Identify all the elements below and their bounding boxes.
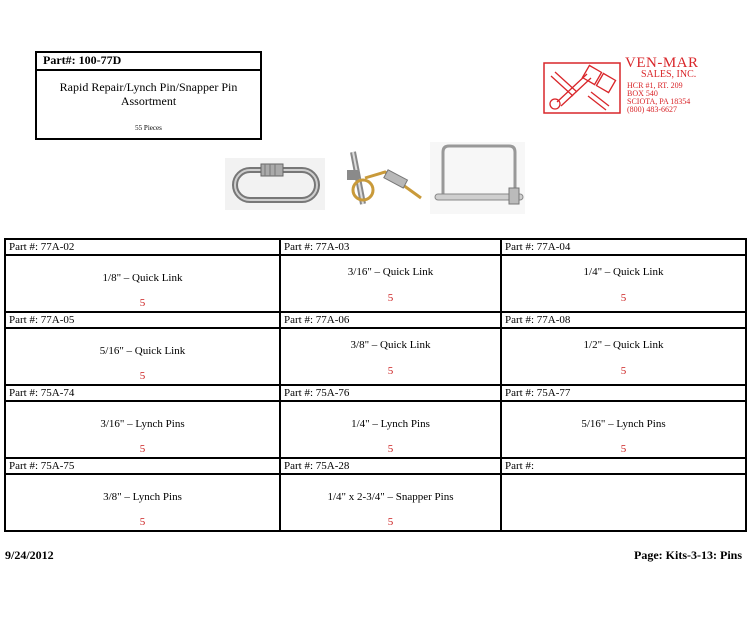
part-description: 3/8" – Quick Link [350, 339, 431, 351]
part-quantity: 5 [387, 443, 394, 455]
part-quantity: 5 [387, 516, 394, 528]
logo-sub: SALES, INC. [641, 69, 697, 80]
product-photos [225, 142, 525, 214]
part-quantity: 5 [139, 297, 146, 309]
part-description: 1/4" x 2-3/4" – Snapper Pins [327, 491, 454, 503]
part-number: Part #: 77A-08 [501, 312, 746, 328]
kit-piece-count: 55 Pieces [135, 124, 162, 132]
part-quantity: 5 [387, 365, 394, 377]
part-cell [280, 255, 501, 312]
part-detail-row [5, 255, 746, 312]
part-description: 5/16" – Quick Link [99, 345, 186, 357]
lynch-pin-image [347, 152, 421, 204]
part-number: Part #: 77A-04 [501, 239, 746, 255]
part-number: Part #: 77A-02 [5, 239, 280, 255]
part-cell [5, 328, 280, 385]
part-number-row [5, 239, 746, 255]
part-description: 1/2" – Quick Link [583, 339, 664, 351]
part-description: 1/4" – Quick Link [583, 266, 664, 278]
part-quantity: 5 [620, 365, 627, 377]
part-cell [280, 328, 501, 385]
part-cell [5, 255, 280, 312]
kit-description: Rapid Repair/Lynch Pin/Snapper Pin Assortment [59, 80, 238, 108]
part-detail-row [5, 474, 746, 531]
part-description: 5/16" – Lynch Pins [581, 418, 666, 430]
part-number-row [5, 458, 746, 474]
part-quantity: 5 [620, 443, 627, 455]
part-detail-row [5, 401, 746, 458]
part-cell [5, 401, 280, 458]
part-number-row [5, 385, 746, 401]
part-number: Part #: [501, 458, 746, 474]
part-cell [280, 474, 501, 531]
part-number: Part #: 75A-76 [280, 385, 501, 401]
part-description: 3/16" – Lynch Pins [100, 418, 185, 430]
part-quantity: 5 [620, 292, 627, 304]
footer-page-label: Page: Kits-3-13: Pins [634, 548, 742, 562]
part-quantity: 5 [139, 443, 146, 455]
logo-address-2: BOX 540 [627, 89, 658, 98]
part-cell [501, 474, 746, 531]
part-cell [501, 328, 746, 385]
part-number: Part #: 75A-77 [501, 385, 746, 401]
footer-date: 9/24/2012 [5, 548, 54, 562]
part-quantity: 5 [387, 292, 394, 304]
part-number: Part #: 77A-03 [280, 239, 501, 255]
snapper-pin-image [430, 142, 525, 214]
part-quantity: 5 [139, 370, 146, 382]
title-box [35, 51, 262, 140]
logo-name: VEN-MAR [625, 55, 699, 71]
part-cell [501, 255, 746, 312]
logo-address-3: SCIOTA, PA 18354 [627, 97, 691, 106]
company-logo [543, 55, 743, 118]
part-number-row [5, 312, 746, 328]
part-description: 3/16" – Quick Link [347, 266, 434, 278]
part-description: 1/4" – Lynch Pins [351, 418, 430, 430]
quick-link-image [225, 158, 325, 210]
part-quantity: 5 [139, 516, 146, 528]
part-cell [501, 401, 746, 458]
part-description: 1/8" – Quick Link [102, 272, 183, 284]
part-detail-row [5, 328, 746, 385]
logo-address-1: HCR #1, RT. 209 [627, 81, 683, 90]
part-number: Part #: 77A-06 [280, 312, 501, 328]
part-cell [280, 401, 501, 458]
parts-grid [4, 238, 747, 532]
part-number: Part #: 75A-75 [5, 458, 280, 474]
part-cell [5, 474, 280, 531]
logo-phone: (800) 483-6627 [627, 105, 677, 114]
part-number: Part #: 75A-28 [280, 458, 501, 474]
part-number: Part #: 77A-05 [5, 312, 280, 328]
wrench-logo-icon [543, 62, 623, 116]
part-number: Part #: 75A-74 [5, 385, 280, 401]
kit-part-number: Part#: 100-77D [37, 53, 260, 71]
part-description: 3/8" – Lynch Pins [103, 491, 182, 503]
